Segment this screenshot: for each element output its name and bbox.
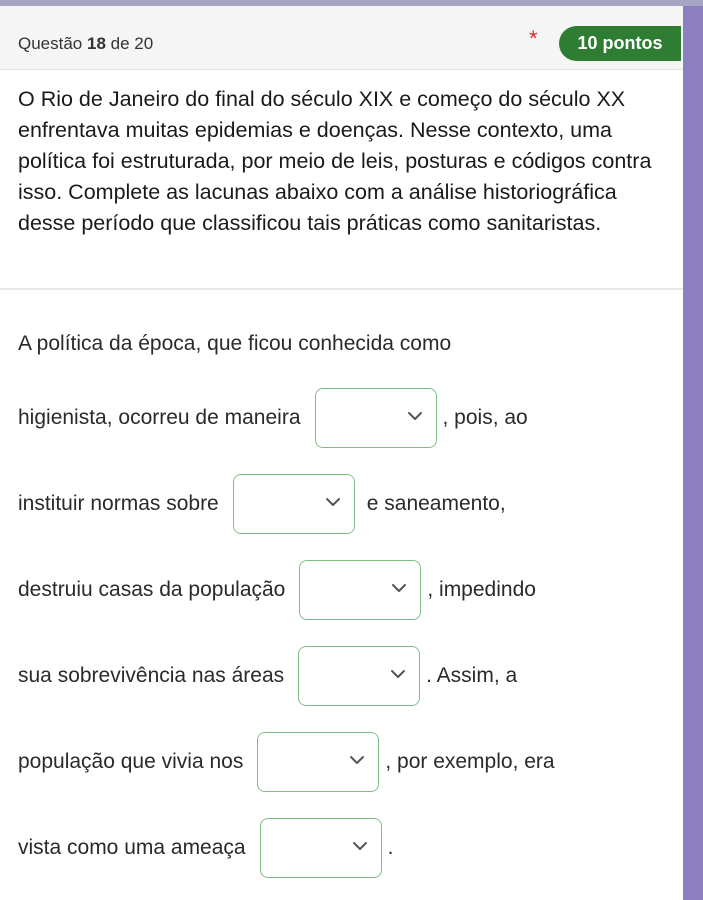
dropdown-blank-1[interactable] xyxy=(315,388,437,448)
line-text: população que vivia nos xyxy=(18,750,244,773)
chevron-down-icon xyxy=(390,579,408,597)
line-text: . xyxy=(387,836,394,859)
chevron-down-icon xyxy=(348,751,366,769)
fill-line-2 xyxy=(18,388,528,448)
points-badge: 10 pontos xyxy=(559,26,681,61)
line-text: , por exemplo, era xyxy=(385,750,555,773)
line-text: vista como uma ameaça xyxy=(18,836,246,859)
question-header xyxy=(0,6,683,70)
question-total: de 20 xyxy=(110,34,154,53)
dropdown-blank-2[interactable] xyxy=(233,474,355,534)
question-counter xyxy=(18,34,153,54)
fill-line-4 xyxy=(18,560,536,620)
line-text: A política da época, que ficou conhecida como xyxy=(18,332,452,355)
chevron-down-icon xyxy=(351,837,369,855)
required-icon: * xyxy=(529,26,538,51)
fill-line-5 xyxy=(18,646,517,706)
line-text: , impedindo xyxy=(427,578,536,601)
line-text: higienista, ocorreu de maneira xyxy=(18,406,301,429)
question-prefix: Questão xyxy=(18,34,83,53)
line-text: . Assim, a xyxy=(426,664,518,687)
chevron-down-icon xyxy=(389,665,407,683)
fill-line-6 xyxy=(18,732,555,792)
line-text: instituir normas sobre xyxy=(18,492,219,515)
line-text: sua sobrevivência nas áreas xyxy=(18,664,285,687)
dropdown-blank-5[interactable] xyxy=(257,732,379,792)
dropdown-blank-4[interactable] xyxy=(298,646,420,706)
dropdown-blank-3[interactable] xyxy=(299,560,421,620)
line-text: destruiu casas da população xyxy=(18,578,286,601)
chevron-down-icon xyxy=(406,407,424,425)
question-number: 18 xyxy=(87,34,106,53)
question-prompt: O Rio de Janeiro do final do século XIX e começo do século XX enfrentava muitas epidemias e doenças. Nesse contexto, uma política foi estruturada, por meio de leis, posturas e códigos contra isso. Complete as lacunas abaixo com a análise historiográfica desse período que classificou tais práticas como sanitaristas. xyxy=(18,87,652,235)
fill-line-7 xyxy=(18,818,393,878)
fill-line-1 xyxy=(18,314,451,374)
dropdown-blank-6[interactable] xyxy=(260,818,382,878)
chevron-down-icon xyxy=(324,493,342,511)
line-text: e saneamento, xyxy=(366,492,506,515)
fill-line-3 xyxy=(18,474,506,534)
line-text: , pois, ao xyxy=(442,406,528,429)
divider xyxy=(0,288,683,290)
